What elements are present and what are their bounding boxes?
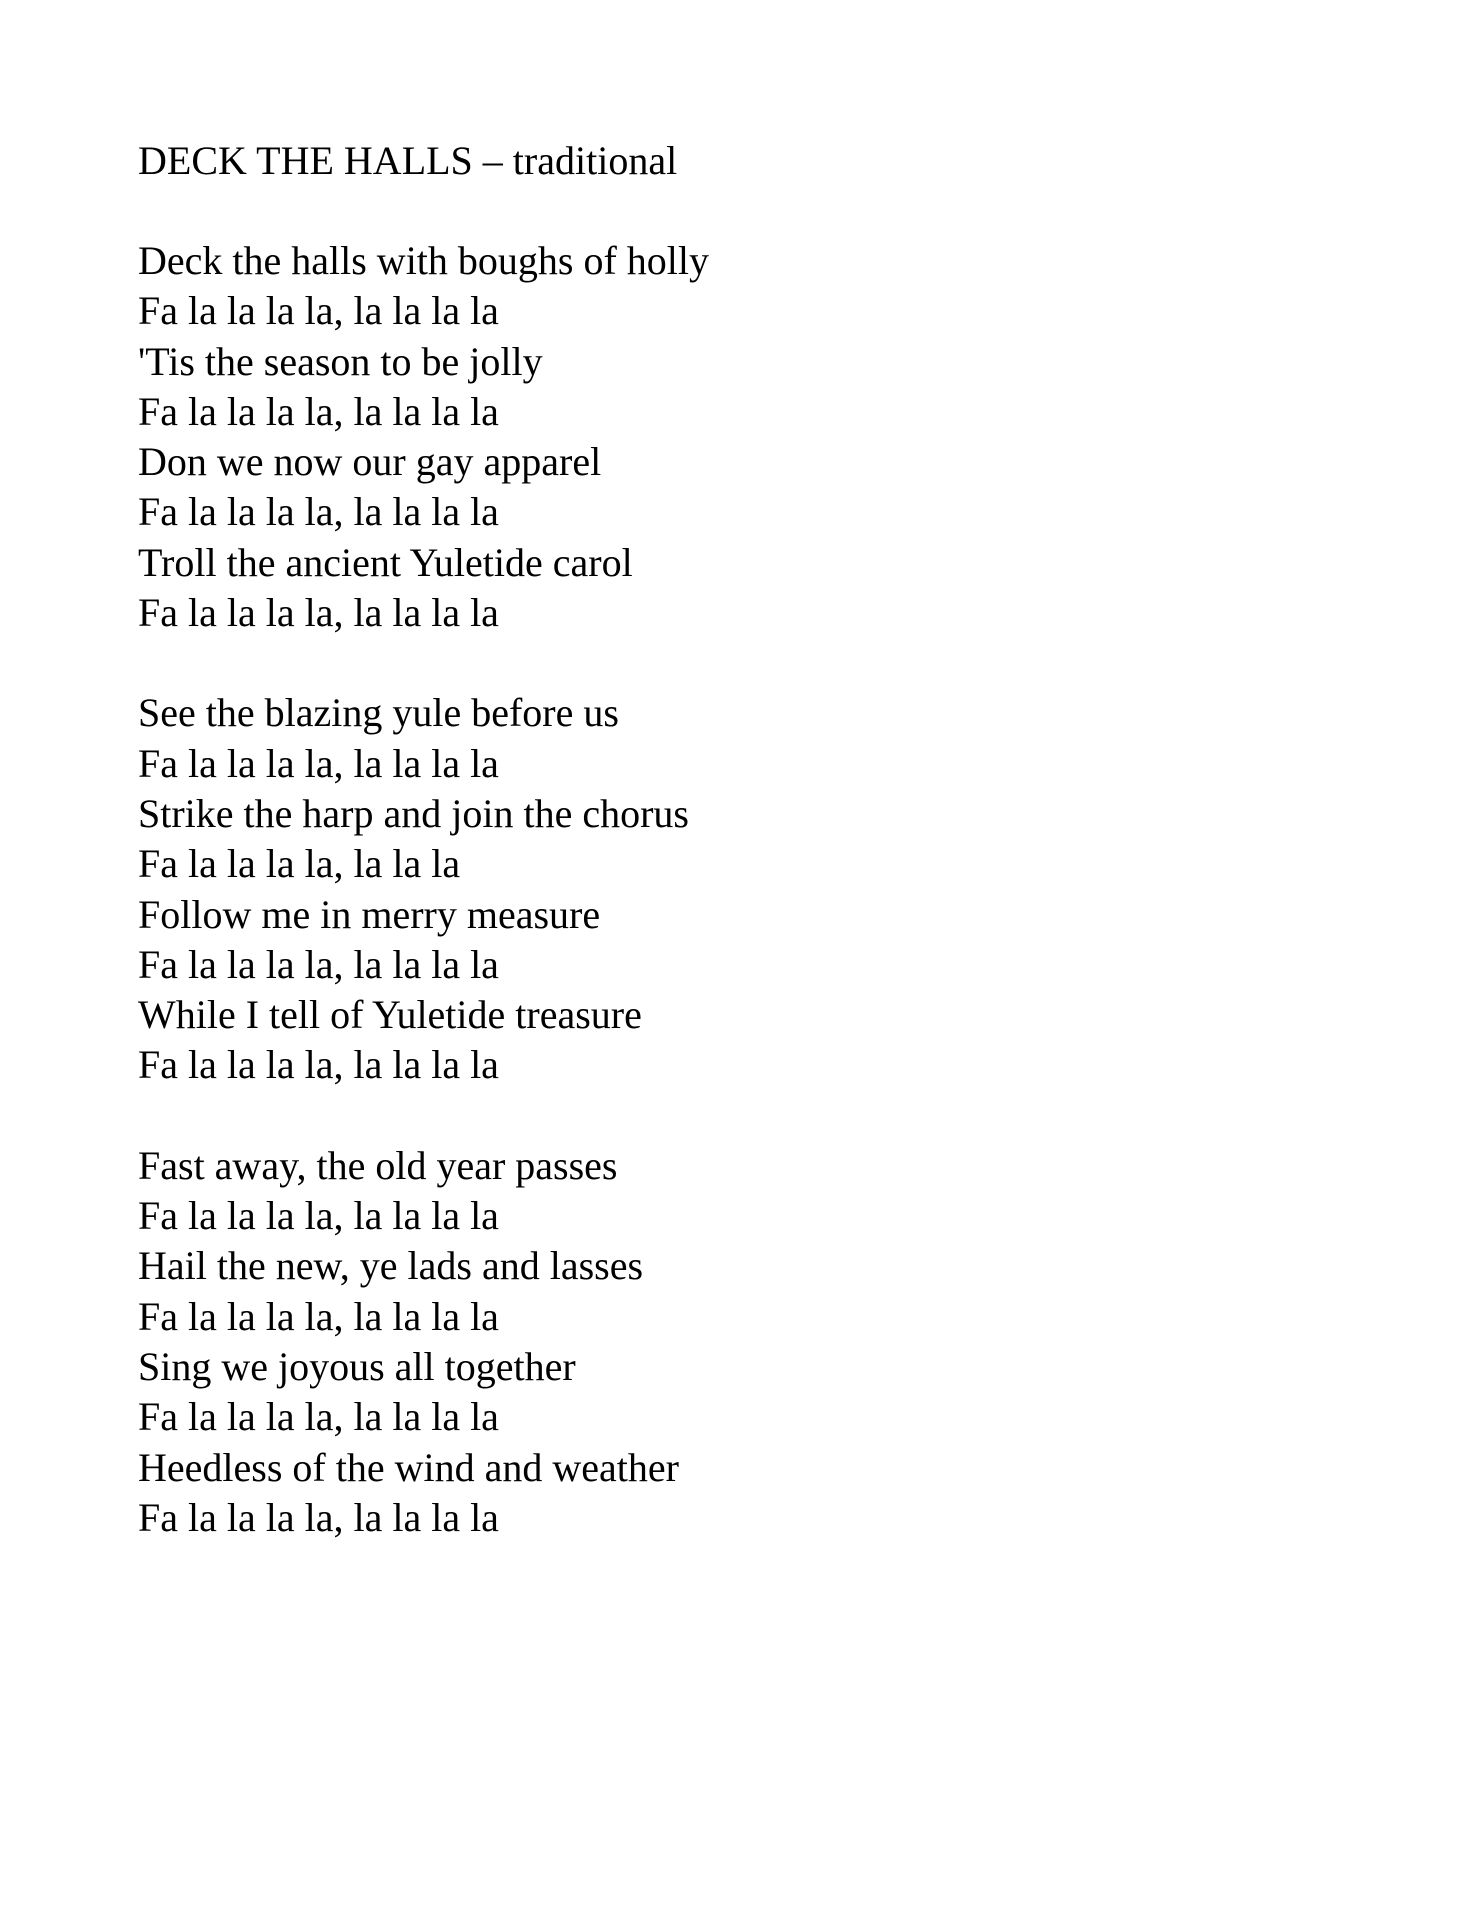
lyric-line: Fast away, the old year passes	[138, 1142, 618, 1188]
lyric-line: 'Tis the season to be jolly	[138, 338, 543, 384]
lyric-line: While I tell of Yuletide treasure	[138, 992, 642, 1038]
lyric-line: Fa la la la la, la la la la	[138, 1293, 499, 1339]
lyric-line: Fa la la la la, la la la la	[138, 388, 499, 434]
lyric-line: Fa la la la la, la la la la	[138, 1042, 499, 1088]
lyric-line: Strike the harp and join the chorus	[138, 790, 689, 836]
lyric-line: Follow me in merry measure	[138, 891, 601, 937]
lyric-line: Troll the ancient Yuletide carol	[138, 539, 633, 585]
lyric-line: Fa la la la la, la la la la	[138, 740, 499, 786]
lyric-line: Fa la la la la, la la la	[138, 841, 461, 887]
lyric-line: Don we now our gay apparel	[138, 439, 602, 485]
lyric-line: Sing we joyous all together	[138, 1343, 576, 1389]
lyric-line: Fa la la la la, la la la la	[138, 1394, 499, 1440]
lyric-line: Hail the new, ye lads and lasses	[138, 1243, 644, 1289]
lyric-line: Fa la la la la, la la la la	[138, 590, 499, 636]
spacer	[138, 1091, 1338, 1141]
spacer	[138, 638, 1338, 688]
lyric-line: Fa la la la la, la la la la	[138, 489, 499, 535]
stanza-3	[138, 1141, 1338, 1543]
lyric-line: Fa la la la la, la la la la	[138, 288, 499, 334]
stanza-1	[138, 236, 1338, 638]
song-title: DECK THE HALLS – traditional	[138, 138, 678, 183]
stanza-2	[138, 688, 1338, 1090]
lyric-line: Fa la la la la, la la la la	[138, 1494, 499, 1540]
lyric-line: Fa la la la la, la la la la	[138, 1193, 499, 1239]
lyric-line: See the blazing yule before us	[138, 690, 619, 736]
lyric-line: Heedless of the wind and weather	[138, 1444, 679, 1490]
lyric-line: Fa la la la la, la la la la	[138, 941, 499, 987]
lyric-line: Deck the halls with boughs of holly	[138, 238, 710, 283]
document-page	[138, 136, 1338, 1543]
spacer	[138, 186, 1338, 236]
